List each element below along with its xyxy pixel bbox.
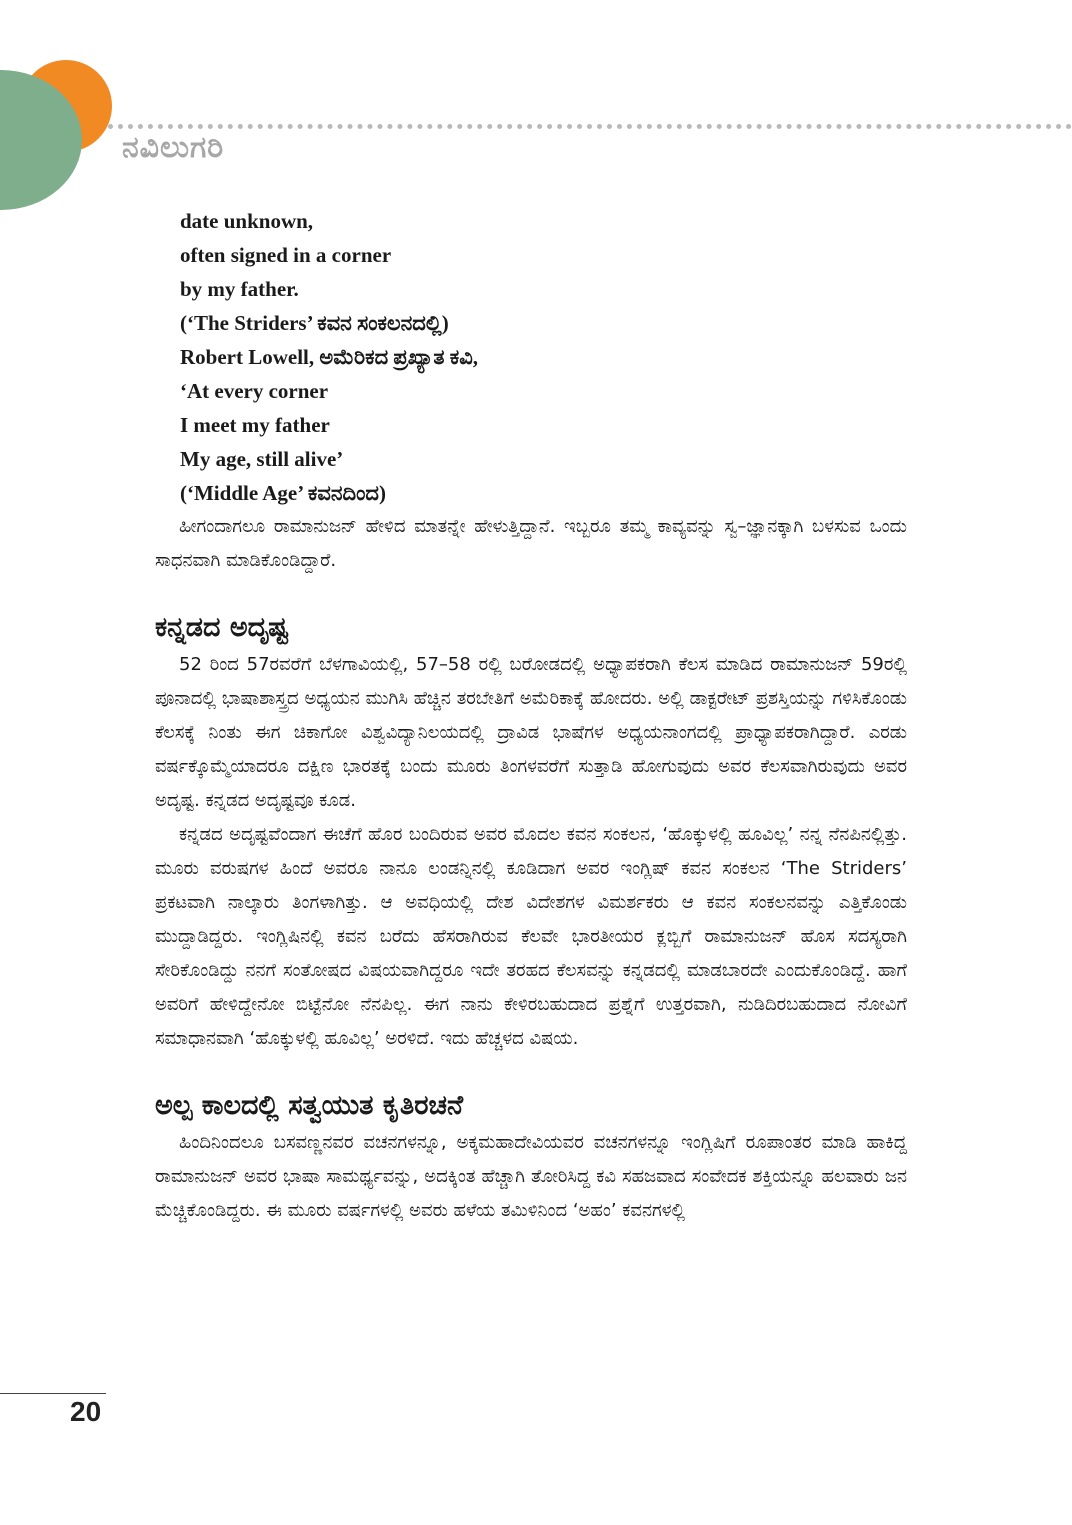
quoted-verse [155, 204, 907, 510]
verse-line: date unknown, [180, 209, 314, 233]
verse-line: Robert Lowell, ಅಮೆರಿಕದ ಪ್ರಖ್ಯಾತ ಕವಿ, [180, 345, 479, 369]
verse-line: (‘The Striders’ ಕವನ ಸಂಕಲನದಲ್ಲಿ) [180, 311, 449, 335]
page-body [155, 204, 907, 1228]
verse-line: I meet my father [180, 413, 330, 437]
section-heading-kannada-fortune: ಕನ್ನಡದ ಅದೃಷ್ಟ [155, 612, 289, 643]
verse-line: often signed in a corner [180, 243, 392, 267]
magazine-title: ನವಿಲುಗರಿ [122, 130, 225, 165]
dotted-header-rule [108, 124, 1072, 129]
verse-line: ‘At every corner [180, 379, 329, 403]
page-number: 20 [70, 1396, 102, 1427]
intro-paragraph: ಹೀಗಂದಾಗಲೂ ರಾಮಾನುಜನ್ ಹೇಳಿದ ಮಾತನ್ನೇ ಹೇಳುತ್ತಿದ್ದಾನೆ. ಇಬ್ಬರೂ ತಮ್ಮ ಕಾವ್ಯವನ್ನು ಸ್ವ–ಜ್ಞಾನಕ್ಕಾಗಿ ಬಳಸುವ ಒಂದು ಸಾಧನವಾಗಿ ಮಾಡಿಕೊಂಡಿದ್ದಾರೆ. [155, 516, 907, 571]
body-paragraph: 52 ರಿಂದ 57ರವರೆಗೆ ಬೆಳಗಾವಿಯಲ್ಲಿ, 57–58 ರಲ್ಲಿ ಬರೋಡದಲ್ಲಿ ಅಧ್ಯಾಪಕರಾಗಿ ಕೆಲಸ ಮಾಡಿದ ರಾಮಾನುಜನ್ 59ರಲ್ಲಿ ಪೂನಾದಲ್ಲಿ ಭಾಷಾಶಾಸ್ತ್ರದ ಅಧ್ಯಯನ ಮುಗಿಸಿ ಹೆಚ್ಚಿನ ತರಬೇತಿಗೆ ಅಮೆರಿಕಾಕ್ಕೆ ಹೋದರು. ಅಲ್ಲಿ ಡಾಕ್ಟರೇಟ್ ಪ್ರಶಸ್ತಿಯನ್ನು ಗಳಿಸಿಕೊಂಡು ಕೆಲಸಕ್ಕೆ ನಿಂತು ಈಗ ಚಿಕಾಗೋ ವಿಶ್ವವಿದ್ಯಾನಿಲಯದಲ್ಲಿ ದ್ರಾವಿಡ ಭಾಷೆಗಳ ಅಧ್ಯಯನಾಂಗದಲ್ಲಿ ಪ್ರಾಧ್ಯಾಪಕರಾಗಿದ್ದಾರೆ. ಎರಡು ವರ್ಷಕ್ಕೊಮ್ಮೆಯಾದರೂ ದಕ್ಷಿಣ ಭಾರತಕ್ಕೆ ಬಂದು ಮೂರು ತಿಂಗಳವರೆಗೆ ಸುತ್ತಾಡಿ ಹೋಗುವುದು ಅವರ ಕೆಲಸವಾಗಿರುವುದು ಅವರ ಅದೃಷ್ಟ. ಕನ್ನಡದ ಅದೃಷ್ಟವೂ ಕೂಡ. [155, 654, 907, 811]
verse-line: by my father. [180, 277, 299, 301]
body-paragraph: ಕನ್ನಡದ ಅದೃಷ್ಟವೆಂದಾಗ ಈಚೆಗೆ ಹೊರ ಬಂದಿರುವ ಅವರ ಮೊದಲ ಕವನ ಸಂಕಲನ, ‘ಹೊಕ್ಕುಳಲ್ಲಿ ಹೂವಿಲ್ಲ’ ನನ್ನ ನೆನಪಿನಲ್ಲಿತ್ತು. ಮೂರು ವರುಷಗಳ ಹಿಂದೆ ಅವರೂ ನಾನೂ ಲಂಡನ್ನಿನಲ್ಲಿ ಕೂಡಿದಾಗ ಅವರ ಇಂಗ್ಲಿಷ್ ಕವನ ಸಂಕಲನ ‘The Striders’ ಪ್ರಕಟವಾಗಿ ನಾಲ್ಕಾರು ತಿಂಗಳಾಗಿತ್ತು. ಆ ಅವಧಿಯಲ್ಲಿ ದೇಶ ವಿದೇಶಗಳ ವಿಮರ್ಶಕರು ಆ ಕವನ ಸಂಕಲನವನ್ನು ಎತ್ತಿಕೊಂಡು ಮುದ್ದಾಡಿದ್ದರು. ಇಂಗ್ಲಿಷಿನಲ್ಲಿ ಕವನ ಬರೆದು ಹೆಸರಾಗಿರುವ ಕೆಲವೇ ಭಾರತೀಯರ ಕ್ಲಬ್ಬಿಗೆ ರಾಮಾನುಜನ್ ಹೊಸ ಸದಸ್ಯರಾಗಿ ಸೇರಿಕೊಂಡಿದ್ದು ನನಗೆ ಸಂತೋಷದ ವಿಷಯವಾಗಿದ್ದರೂ ಇದೇ ತರಹದ ಕೆಲಸವನ್ನು ಕನ್ನಡದಲ್ಲಿ ಮಾಡಬಾರದೇ ಎಂದುಕೊಂಡಿದ್ದೆ. ಹಾಗೆ ಅವರಿಗೆ ಹೇಳಿದ್ದೇನೋ ಬಿಟ್ಟೆನೋ ನೆನಪಿಲ್ಲ. ಈಗ ನಾನು ಕೇಳಿರಬಹುದಾದ ಪ್ರಶ್ನೆಗೆ ಉತ್ತರವಾಗಿ, ನುಡಿದಿರಬಹುದಾದ ನೋವಿಗೆ ಸಮಾಧಾನವಾಗಿ ‘ಹೊಕ್ಕುಳಲ್ಲಿ ಹೂವಿಲ್ಲ’ ಅರಳಿದೆ. ಇದು ಹೆಚ್ಚಳದ ವಿಷಯ. [155, 824, 907, 1049]
verse-line: (‘Middle Age’ ಕವನದಿಂದ) [180, 481, 386, 505]
verse-line: My age, still alive’ [180, 447, 344, 471]
body-paragraph: ಹಿಂದಿನಿಂದಲೂ ಬಸವಣ್ಣನವರ ವಚನಗಳನ್ನೂ, ಅಕ್ಕಮಹಾದೇವಿಯವರ ವಚನಗಳನ್ನೂ ಇಂಗ್ಲಿಷಿಗೆ ರೂಪಾಂತರ ಮಾಡಿ ಹಾಕಿದ್ದ ರಾಮಾನುಜನ್ ಅವರ ಭಾಷಾ ಸಾಮರ್ಥ್ಯವನ್ನು, ಅದಕ್ಕಿಂತ ಹೆಚ್ಚಾಗಿ ತೋರಿಸಿದ್ದ ಕವಿ ಸಹಜವಾದ ಸಂವೇದಕ ಶಕ್ತಿಯನ್ನೂ ಹಲವಾರು ಜನ ಮೆಚ್ಚಿಕೊಂಡಿದ್ದರು. ಈ ಮೂರು ವರ್ಷಗಳಲ್ಲಿ ಅವರು ಹಳೆಯ ತಮಿಳಿನಿಂದ ‘ಅಹಂ’ ಕವನಗಳಲ್ಲಿ [155, 1132, 907, 1221]
section-heading-creative-work: ಅಲ್ಪ ಕಾಲದಲ್ಲಿ ಸತ್ವಯುತ ಕೃತಿರಚನೆ [155, 1090, 464, 1121]
footer-rule [0, 1393, 106, 1394]
